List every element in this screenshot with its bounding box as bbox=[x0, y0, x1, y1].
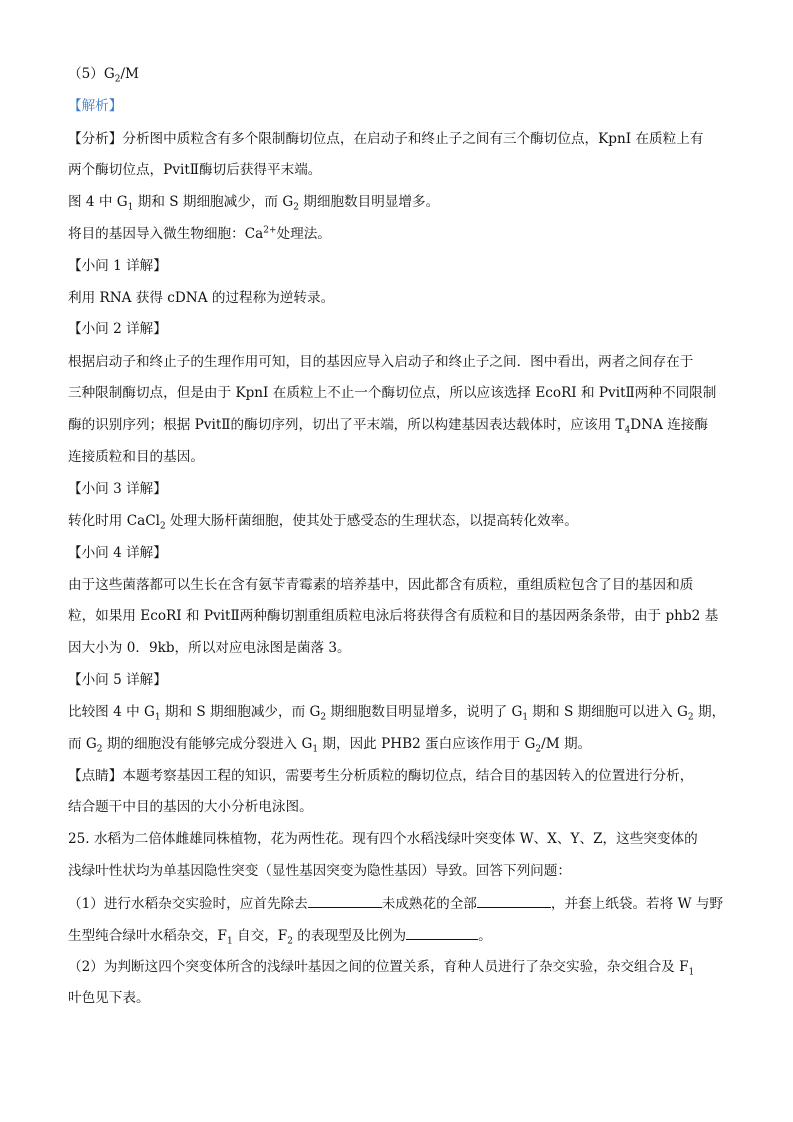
subq5-heading: 【小问 5 详解】 bbox=[68, 672, 167, 688]
question-25-part2-line-2: 叶色见下表。 bbox=[68, 990, 150, 1006]
subq3-text: 转化时用 CaCl$_2$ 处理大肠杆菌细胞，使其处于感受态的生理状态，以提高转化效率。 bbox=[68, 513, 578, 532]
analysis-para-line-2: 两个酶切位点，PvitⅡ酶切后获得平末端。 bbox=[68, 162, 322, 178]
analysis-para-line-3: 图 4 中 $G_1$ 期和 S 期细胞减少，而 $G_2$ 期细胞数目明显增多。 bbox=[68, 194, 440, 213]
analysis-heading: 【解析】 bbox=[68, 98, 123, 114]
subq4-text-line-3: 因大小为 0．9kb，所以对应电泳图是菌落 3。 bbox=[68, 640, 351, 656]
subq5-text-line-2: 而 $G_2$ 期的细胞没有能够完成分裂进入 $G_1$ 期，因此 PHB2 蛋白应该作用于 $G_2/M$ 期。 bbox=[68, 736, 592, 755]
subq3-heading: 【小问 3 详解】 bbox=[68, 481, 167, 497]
question-25-part1-line-1: （1）进行水稻杂交实验时，应首先除去 未成熟花的全部 ，并套上纸袋。若将 W 与野 bbox=[68, 896, 724, 912]
comment-line-1: 【点睛】本题考察基因工程的知识，需要考生分析质粒的酶切位点，结合目的基因转入的位置进行分析， bbox=[68, 768, 694, 784]
subq2-heading: 【小问 2 详解】 bbox=[68, 321, 167, 337]
subq2-text-line-3: 酶的识别序列；根据 PvitⅡ的酶切序列，切出了平末端，所以构建基因表达载体时，应该用 $T_4DNA$ 连接酶 bbox=[68, 417, 709, 436]
subq1-heading: 【小问 1 详解】 bbox=[68, 258, 167, 274]
subq4-text-line-2: 粒，如果用 EcoRI 和 PvitⅡ两种酶切割重组质粒电泳后将获得含有质粒和目的基因两条条带，由于 phb2 基 bbox=[68, 608, 719, 624]
subq4-heading: 【小问 4 详解】 bbox=[68, 545, 167, 561]
subq2-text-line-4: 连接质粒和目的基因。 bbox=[68, 449, 204, 465]
comment-line-2: 结合题干中目的基因的大小分析电泳图。 bbox=[68, 799, 313, 815]
answer-5-line: $(5)G_2/M$ bbox=[68, 66, 139, 85]
question-25-line-1: 25. 水稻为二倍体雌雄同株植物，花为两性花。现有四个水稻浅绿叶突变体 W、X、Y、Z，这些突变体的 bbox=[68, 831, 698, 847]
answer-blank-1[interactable] bbox=[308, 894, 382, 908]
subq2-text-line-1: 根据启动子和终止子的生理作用可知，目的基因应导入启动子和终止子之间．图中看出，两者之间存在于 bbox=[68, 354, 694, 370]
analysis-para-line-1: 【分析】分析图中质粒含有多个限制酶切位点，在启动子和终止子之间有三个酶切位点，KpnI 在质粒上有 bbox=[68, 131, 704, 147]
question-25-part2-line-1: （2）为判断这四个突变体所含的浅绿叶基因之间的位置关系，育种人员进行了杂交实验，杂交组合及 $F_1$ bbox=[68, 959, 695, 978]
answer-blank-3[interactable] bbox=[406, 926, 478, 940]
analysis-para-line-4: 将目的基因导入微生物细胞：$Ca^{2+}$处理法。 bbox=[68, 225, 331, 242]
answer-blank-2[interactable] bbox=[477, 894, 551, 908]
subq4-text-line-1: 由于这些菌落都可以生长在含有氨苄青霉素的培养基中，因此都含有质粒，重组质粒包含了目的基因和质 bbox=[68, 577, 694, 593]
subq2-text-line-2: 三种限制酶切点，但是由于 KpnI 在质粒上不止一个酶切位点，所以应该选择 EcoRI 和 PvitⅡ两种不同限制 bbox=[68, 385, 717, 401]
subq5-text-line-1: 比较图 4 中 $G_1$ 期和 S 期细胞减少，而 $G_2$ 期细胞数目明显增多，说明了 $G_1$ 期和 S 期细胞可以进入 $G_2$ 期， bbox=[68, 704, 726, 723]
question-25-line-2: 浅绿叶性状均为单基因隐性突变（显性基因突变为隐性基因）导致。回答下列问题： bbox=[68, 863, 571, 879]
subq1-text: 利用 RNA 获得 cDNA 的过程称为逆转录。 bbox=[68, 290, 335, 306]
question-25-part1-line-2: 生型纯合绿叶水稻杂交，$F_1$ 自交，$F_2$ 的表现型及比例为 。 bbox=[68, 928, 492, 947]
